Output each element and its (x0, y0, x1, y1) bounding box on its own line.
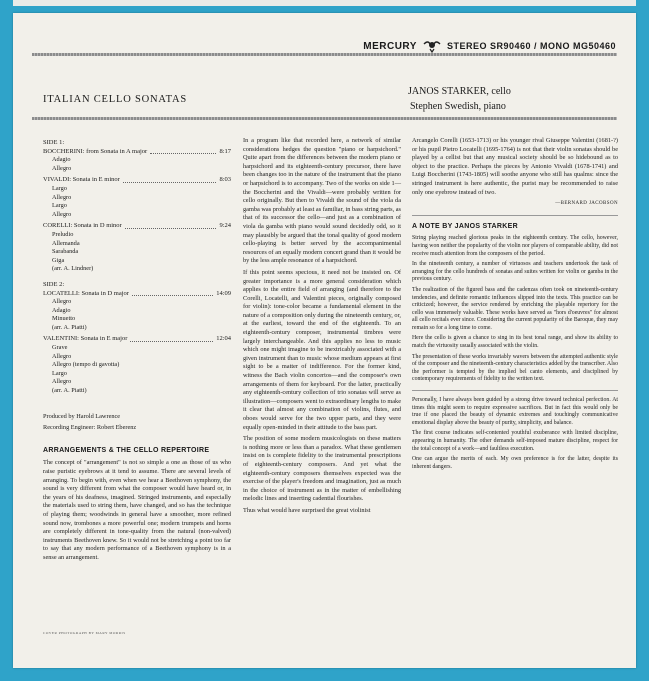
catalog-number: STEREO SR90460 / MONO MG50460 (446, 41, 616, 51)
note-paragraph-7: The first course indicates self-contented youthful exuberance with limited discipline, appearing in humanity. The other demands self-imposed mature discipline, respect for the total concept of a work—and faultless execution. (412, 430, 618, 452)
movement: Sarabanda (52, 248, 79, 256)
track-title: CORELLI: Sonata in D minor (43, 222, 122, 230)
side2-track-1 (43, 290, 231, 299)
movement: Minuetto (52, 315, 76, 323)
note-paragraph-3: The realization of the figured bass and the cadenzas often took on nineteenth-century tendencies, and definite romantic influences slipped into the texts. This practice can be criticized; however, the service rendered by enriching the playable repertory for the cello was immensely valuable. These works have served as "hors d'oeuvres" for almost all cello recitals ever since. Considering the current popularity of the Baroque, they may remain so for a long time to come. (412, 286, 618, 331)
producer-credit: Produced by Harold Lawrence (43, 412, 121, 420)
movement: Grave (52, 344, 68, 352)
side1-track-1 (43, 148, 231, 157)
essay-continued: Arcangelo Corelli (1653-1713) or his younger rival Giuseppe Valentini (1681-?) or his pupil Pietro Locatelli (1695-1764) is not that their violin sonatas should be played by a cellist but that any musical society should be so hidebound as to object to the practice. Perhaps the pieces by Antonio Vivaldi (1678-1741) and Luigi Boccherini (1743-1805) will soothe anyone who still has qualms: since the stringed instrument is here authentic, the purist may be recommended to raise only one eyebrow instead of two. (412, 137, 618, 196)
movement: Allegro (tempo di gavotta) (52, 361, 120, 369)
movement: Largo (52, 202, 67, 210)
side1-track-2 (43, 176, 231, 185)
essay-paragraph-1: In a program like that recorded here, a network of similar considerations hedges the question "piano or harpsichord." Quite apart from the differences between the modern piano or harpsichord and its eighteenth-century precursor, there have been changes too in the nature of the instrument that the piano or harpsichord is to accompany. Two of the works on side 1—the Boccherini and the Vivaldi—were probably written for cello originally. But then to Vivaldi the sound of the viola da gamba was probably at least as familiar, in bass string parts, as that of its successor the cello—and just as a combination of viola da gamba with piano would sound decidedly odd, so it may plausibly be argued that the tonal quality of good modern cello-playing is better served by the accompanimental resources of an equally modern concert grand than it would be by the less ample resonance of a harpsichord. (243, 137, 402, 265)
track-spacer (43, 274, 231, 277)
leader-dots (130, 335, 213, 342)
label-header (363, 39, 616, 53)
movement: Largo (52, 369, 67, 377)
starker-note-heading: A NOTE BY JANOS STARKER (412, 222, 518, 230)
engineer-credit: Recording Engineer: Robert Eberenz (43, 424, 137, 432)
track-duration: 14:09 (216, 289, 231, 297)
note-paragraph-4: Here the cello is given a chance to sing in its best tonal range, and show its ability to match the virtuosity usually associated with the violin. (412, 335, 618, 350)
movement: Allegro (52, 210, 72, 218)
note-paragraph-8: One can argue the merits of each. My own preference is for the latter, despite its inherent dangers. (412, 456, 618, 470)
leader-dots (125, 222, 217, 229)
note-paragraph-5: The presentation of these works invariably wavers between the attempted authentic style of the composer and the nineteenth-century characteristics added by the transcriber. Also the performer is tempted by the implied bel canto elements, and disciplined by contemporary requirements of fidelity to the written text. (412, 353, 618, 383)
side1-tracklist (43, 148, 231, 277)
leader-dots (123, 176, 217, 183)
movement: Allegro (52, 298, 72, 306)
movement: Allegro (52, 352, 72, 360)
essay-column (243, 137, 401, 519)
track-duration: 12:04 (216, 335, 231, 343)
side2-tracklist (43, 290, 231, 399)
movement: Giga (52, 256, 65, 264)
notes-divider (412, 215, 618, 216)
top-strip (13, 0, 636, 6)
leader-dots (132, 290, 213, 297)
movement: Adagio (52, 156, 71, 164)
track-title: VALENTINI: Sonata in E major (43, 335, 128, 343)
arrangements-heading: ARRANGEMENTS & THE CELLO REPERTOIRE (43, 446, 210, 454)
side1-label: SIDE 1: (43, 139, 65, 146)
movement: Allemanda (52, 239, 80, 247)
album-back-cover (13, 13, 636, 668)
brand-name: MERCURY (363, 40, 417, 52)
track-title: VIVALDI: Sonata in E minor (43, 176, 120, 184)
performer-cello: JANOS STARKER, cello (408, 86, 511, 97)
side1-track-3 (43, 222, 231, 231)
side2-label: SIDE 2: (43, 280, 65, 288)
divider-top (32, 53, 617, 56)
note-paragraph-2: In the nineteenth century, a number of virtuosos and teachers undertook the task of arranging for the cello hundreds of sonatas and suites written for violin or gamba in the previous century. (412, 261, 618, 283)
movement: Preludio (52, 230, 74, 238)
essay-paragraph-2: If this point seems specious, it need not be insisted on. Of greater importance is a more general consideration which applies to the entire field of arranging (and therefore to the Corelli, Locatelli, and Valentini pieces, originally composed for violin): tone-color became a fundamental element in the nature of a composition only during the nineteenth century, or, at the earliest, toward the end of the eighteenth. To an eighteenth-century composer, instrumental timbres were largely interchangeable. And this applies no less to music which one might imagine to be inextricably associated with a given instrument than to music whose medium appears at first sight to be a matter of indifference. For the former kind, witness the Bach violin concertos—and the composer's own arrangements of them for keyboard. For the latter, practically any eighteenth-century collection of trio sonatas will serve as illustration—composers went to extraordinary lengths to make it clear that almost any combination of violins, flutes, and oboes would serve for the two upper parts, and they were equally open-minded in their attitude to the bass part. (243, 268, 401, 431)
performers (408, 84, 511, 114)
movement: Allegro (52, 164, 72, 172)
essay-paragraph-4: Thus what would have surprised the great violinist (243, 506, 371, 514)
divider-mid (32, 117, 617, 120)
movement: Allegro (52, 378, 72, 386)
movement: (arr. A. Lindner) (52, 265, 94, 273)
movement: (arr. A. Piatti) (52, 387, 87, 395)
mercury-logo-icon (423, 39, 441, 53)
track-title: LOCATELLI: Sonata in D major (43, 289, 129, 297)
movement: Largo (52, 184, 67, 192)
track-duration: 8:03 (219, 176, 231, 184)
program-column (43, 137, 231, 566)
track-duration: 8:17 (219, 147, 231, 155)
album-title: ITALIAN CELLO SONATAS (43, 94, 188, 105)
movement: Allegro (52, 193, 72, 201)
track-duration: 9:24 (219, 222, 231, 230)
side2-track-2 (43, 335, 231, 344)
essay-signature: —BERNARD JACOBSON (555, 201, 618, 207)
note-paragraph-6: Personally, I have always been guided by a strong drive toward technical perfection. At times this might seem to require expressive sacrifices. But in fact this would only be true if one placed the beauty of dynamic extremes and touchingly communicative emotional display above the beauty of purity, simplicity, and balance. (412, 397, 618, 426)
movement: Adagio (52, 306, 71, 314)
note-divider (412, 390, 618, 391)
notes-column (412, 137, 618, 474)
leader-dots (150, 148, 216, 155)
arrangements-text: The concept of "arrangement" is not so simple a one as those of us who raise puristic eyebrows at it tend to assume. There are several levels of arranging. To begin with, even when we hear a Beethoven symphony, the sound is very different from what the composer would have heard or, in the years of his deafness, imagined. Stringed instruments, and especially the materials used to string them, have changed, and so has the technique of playing them; woodwinds in general have a smoother, more refined sound now, trombones a more powerful one; modern trumpets and horns are completely different in tone-quality from the natural (non-valved) instruments Beethoven knew. So it would not be stretching a point too far to say that any modern performance of a Beethoven symphony is in a sense an arrangement. (43, 459, 231, 561)
essay-paragraph-3: The position of some modern musicologists on these matters is nothing more or less than a paradox. What these gentlemen insist on is complete fidelity to the instrumental prescriptions of eighteenth-century composers. And yet what the eighteenth-century composers themselves expected was the exercise of the player's freedom and imagination, just as much in the choice of instrument as in the matter of embellishing melodic lines and inserting cadential flourishes. (243, 435, 401, 503)
track-spacer (43, 396, 231, 399)
cover-photo-credit: COVER PHOTOGRAPH BY MARY MORRIS (43, 631, 126, 635)
movement: (arr. A. Piatti) (52, 323, 87, 331)
note-paragraph-1: String playing reached glorious peaks in the eighteenth century. The cello, however, having won neither the popularity of the violin nor players of comparable ability, did not receive much attention from the composers of the period. (412, 235, 618, 257)
performer-piano: Stephen Swedish, piano (410, 101, 506, 112)
track-title: BOCCHERINI: from Sonata in A major (43, 147, 148, 155)
